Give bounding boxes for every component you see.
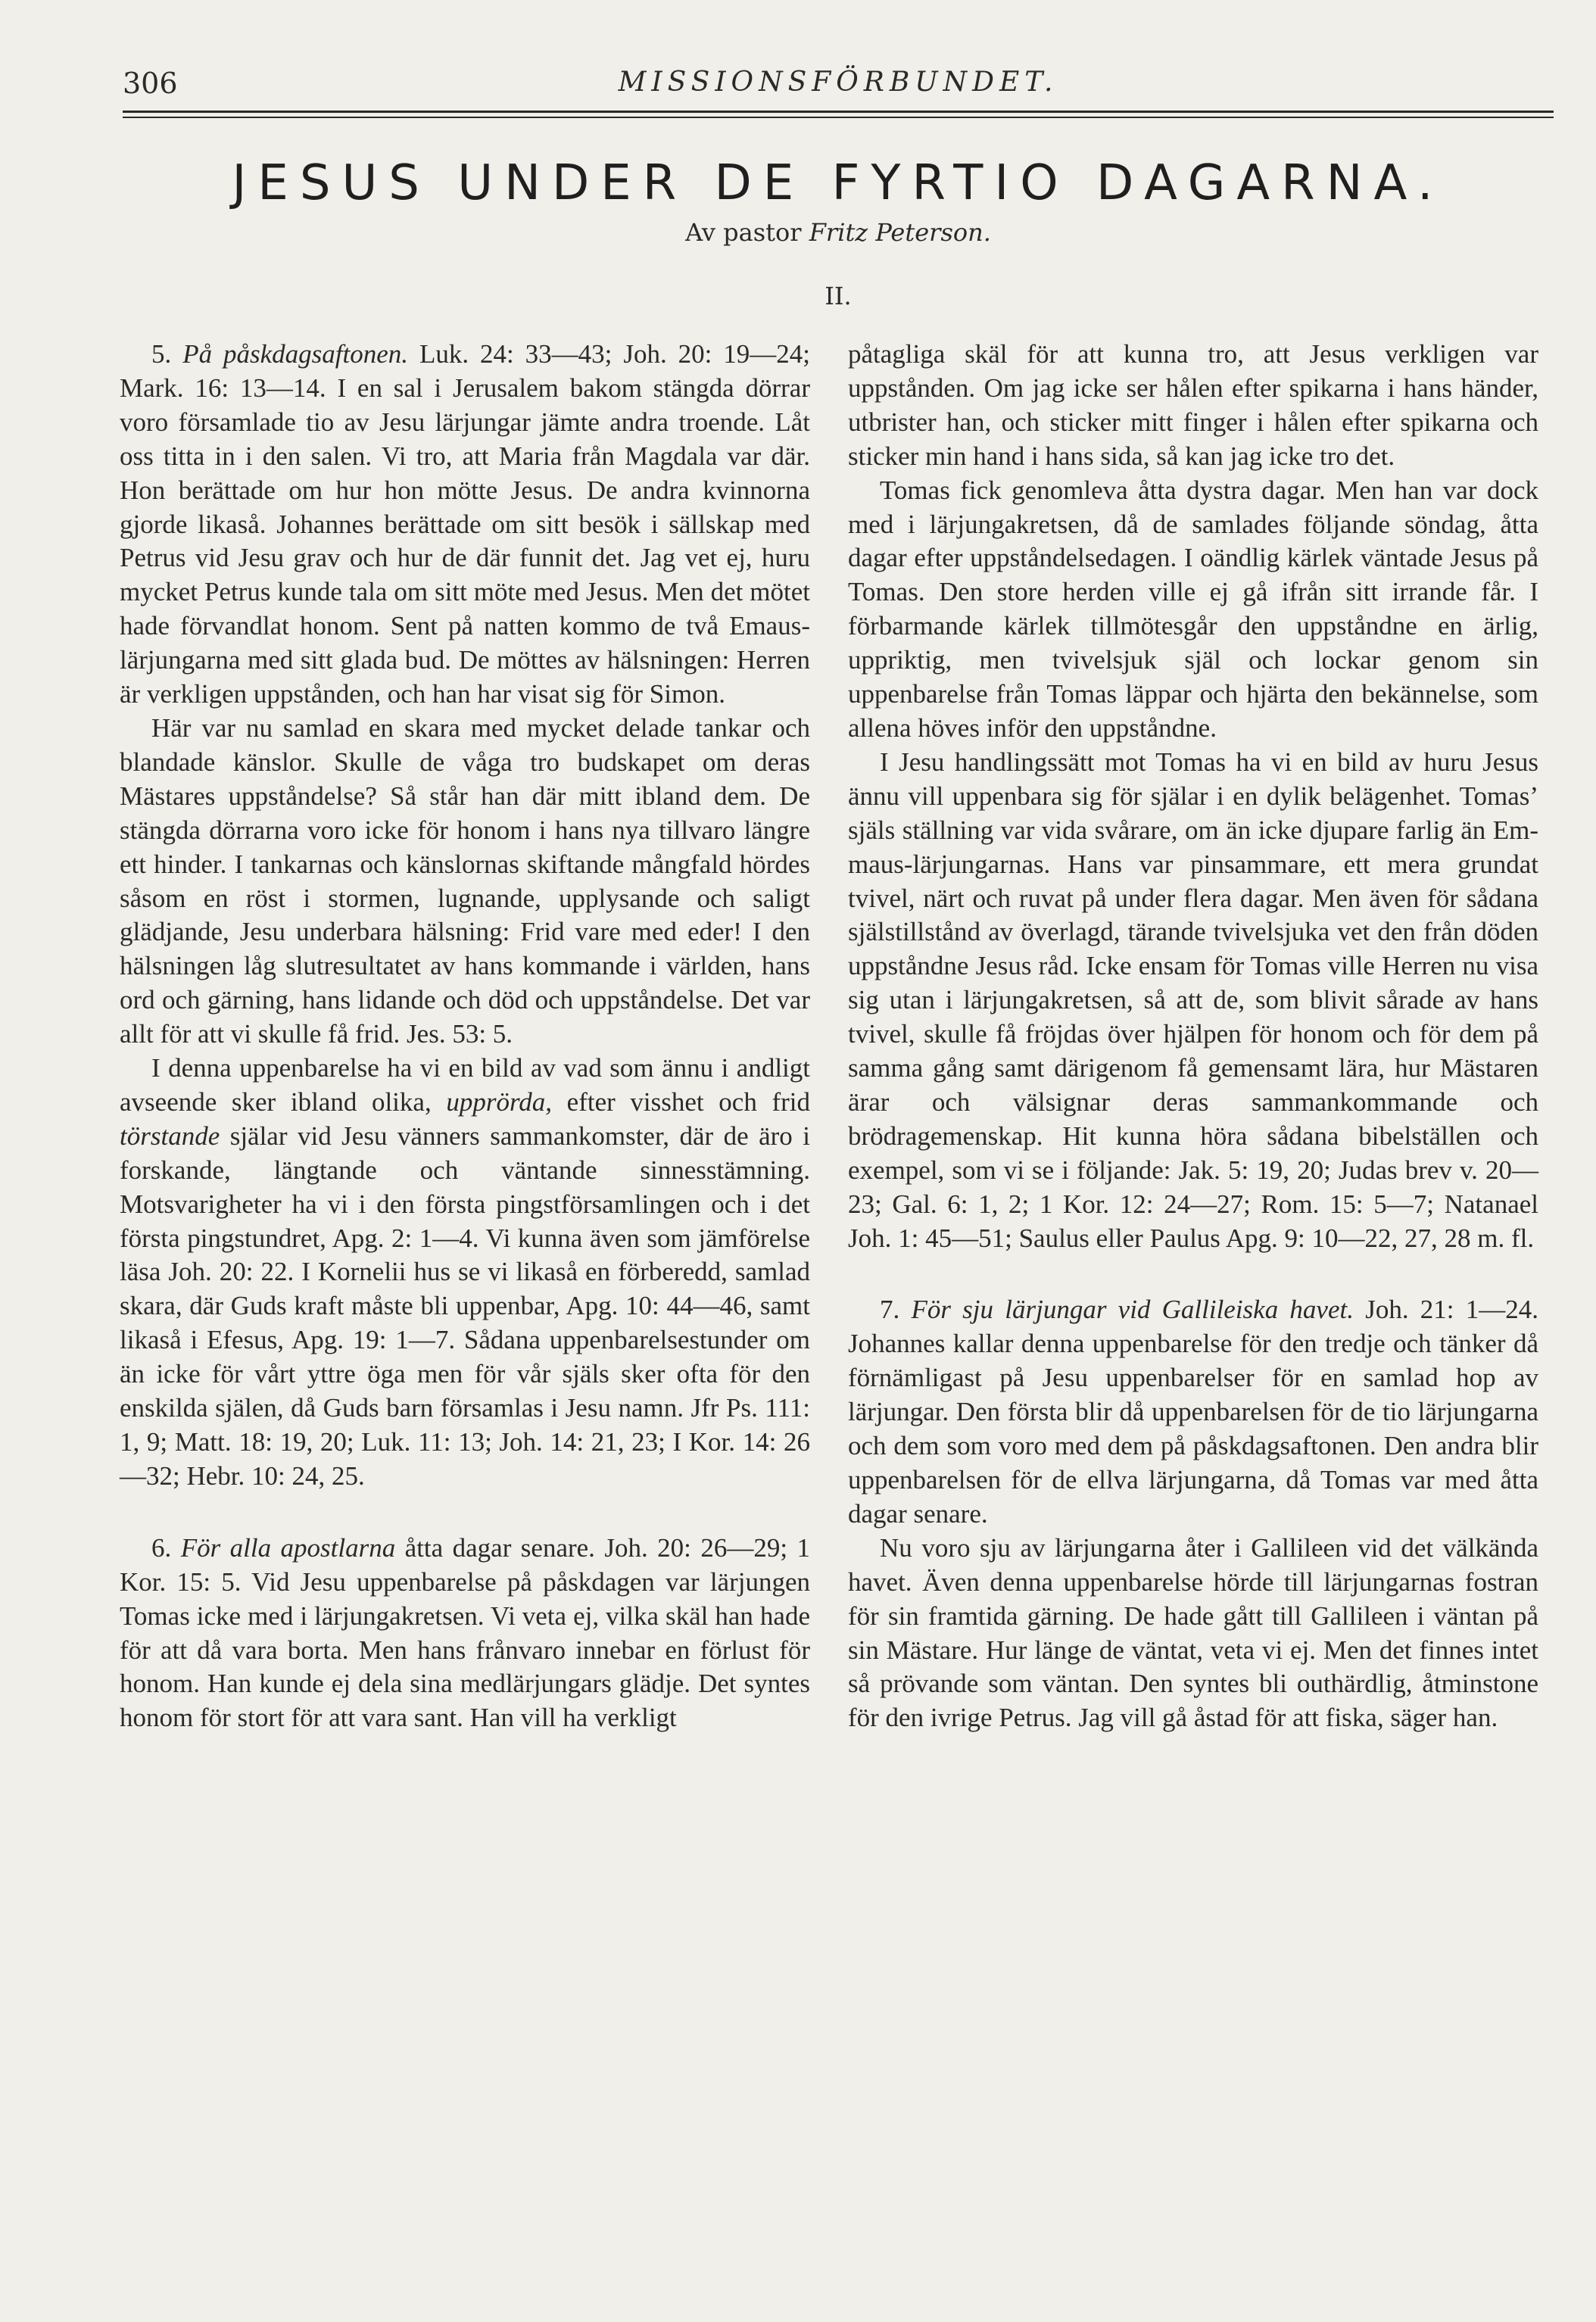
- left-column: [120, 338, 810, 1735]
- article-title: JESUS UNDER DE FYRTIO DAGARNA.: [232, 155, 1445, 211]
- paragraph: Tomas fick genomleva åtta dystra dagar. Men han var dock med i lärjungakretsen, då de samlades följande söndag, åtta dagar efter uppståndelsedagen. I oändlig kärlek väntade Jesus på Tomas. Den store herden ville ej gå ifrån sitt irrande får. I förbarmande kärlek tillmötesgår den uppståndne en ärlig, uppriktig, men tvivelsjuk själ och lockar genom sin uppenbarelse från Tomas läppar och hjärta den bekännelse, som allena höves inför den uppståndne.: [848, 475, 1538, 743]
- paragraph: [848, 1293, 1538, 1531]
- paragraph-text: Joh. 21: 1—24. Johannes kallar denna uppenbarelse för den tredje och tänker då förnämligast på Jesu uppenbarelser för en samlad hop av lärjungar. Den första blir då uppenbarelsen för de tio lärjungarna och dem som voro med dem på påskdagsaftonen. Den andra blir uppenbarelsen för de ellva lärjungarna, då Tomas var med åtta dagar senare.: [848, 1295, 1538, 1529]
- byline-prefix: Av pastor: [685, 218, 809, 247]
- section-number: 7.: [880, 1295, 912, 1325]
- paragraph: [120, 1052, 810, 1494]
- emphasis: upprörda,: [446, 1086, 553, 1117]
- running-head: MISSIONSFÖRBUNDET.: [618, 67, 1058, 98]
- byline: [123, 218, 1554, 247]
- section-number: 5.: [151, 339, 183, 369]
- page-number: 306: [123, 67, 178, 100]
- paragraph: [120, 1532, 810, 1735]
- part-number: II.: [824, 282, 852, 310]
- emphasis: törstande: [120, 1120, 220, 1151]
- paragraph: [120, 338, 810, 712]
- paragraph: Nu voro sju av lärjungarna åter i Gallileen vid det välkända havet. Även denna uppenbarelse hörde till lärjungarnas fostran för sin framtida gärning. De hade gått till Gallileen i väntan på sin Mästare. Hur länge de väntat, veta vi ej. Men det finnes intet så prövande som väntan. Den syntes bli outhärdlig, åtminstone för den ivrige Petrus. Jag vill gå åstad för att fiska, säger han.: [848, 1532, 1538, 1733]
- author-name: Fritz Peterson.: [809, 218, 991, 247]
- section-heading: På påskdagsaftonen.: [182, 339, 409, 369]
- section-heading: För alla apostlarna: [180, 1532, 396, 1563]
- paragraph-text: Luk. 24: 33—43; Joh. 20: 19—24; Mark. 16: 13—14. I en sal i Jerusalem bakom stängda dörrar voro församlade tio av Jesu lärjungar jämte andra troende. Låt oss titta in i den salen. Vi tro, att Maria från Magdala var där. Hon berättade om hur hon mötte Jesus. De andra kvinnorna gjorde likaså. Johannes berättade om sitt besök i sällskap med Petrus vid Jesu grav och hur de där funnit det. Jag vet ej, huru mycket Petrus kunde tala om sitt möte med Jesus. Men det mötet hade förvandlat honom. Sent på natten kommo de två Emaus-lärjungarna med sitt glada bud. De möttes av hälsningen: Herren är verkligen uppstånden, och han har visat sig för Simon.: [120, 339, 811, 709]
- header-rule-thin: [123, 117, 1554, 118]
- paragraph-text: åtta dagar senare. Joh. 20: 26—29; 1 Kor. 15: 5. Vid Jesu uppenbarelse på påskdagen var lärjungen Tomas icke med i lärjungakretsen. Vi veta ej, vilka skäl han hade för att då vara borta. Men hans frånvaro innebar en förlust för honom. Han kunde ej dela sina medlärjungars glädje. Det syntes honom för stort för att vara sant. Han vill ha verkligt: [120, 1532, 811, 1733]
- paragraph-text: själar vid Jesu vänners sammankomster, där de äro i forskande, längtande och väntande sinnesstämning. Motsvarigheter ha vi i den första pingstförsamlingen och i det första pingstundret, Apg. 2: 1—4. Vi kunna även som jämförelse läsa Joh. 20: 22. I Kornelii hus se vi likaså en förberedd, samlad skara, där Guds kraft måste bli uppenbar, Apg. 10: 44—46, samt likaså i Efesus, Apg. 19: 1—7. Sådana uppenbarelsestunder om än icke för vårt yttre öga men för vår själs sker ofta för den enskilda själen, då Guds barn församlas i Jesu namn. Jfr Ps. 111: 1, 9; Matt. 18: 19, 20; Luk. 11: 13; Joh. 14: 21, 23; I Kor. 14: 26—32; Hebr. 10: 24, 25.: [120, 1120, 810, 1491]
- page-header: [123, 67, 1554, 104]
- paragraph-text: I denna uppenbarelse ha vi en bild av vad som ännu i andligt avseende sker ibland olika,: [120, 1053, 810, 1117]
- right-column: [848, 338, 1538, 1735]
- paragraph: påtagliga skäl för att kunna tro, att Jesus verkligen var uppstånden. Om jag icke ser hålen efter spikarna i hans händer, utbrister han, och sticker mitt finger i hålen efter spikarna och sticker min hand i hans sida, så kan jag icke tro det.: [848, 339, 1538, 471]
- paragraph-text: efter visshet och frid: [552, 1086, 810, 1117]
- section-heading: För sju lärjungar vid Gallileiska havet.: [911, 1295, 1354, 1325]
- paragraph: Här var nu samlad en skara med mycket delade tankar och blandade känslor. Skulle de våga tro budskapet om deras Mästares uppståndelse? Så står han där mitt ibland dem. De stängda dörrarna voro icke för honom i hans nya tillvaro längre ett hinder. I tankarnas och känslornas skiftande mångfald hördes såsom en röst i stormen, lugnande, upplysande och saligt glädjande, Jesu underbara hälsning: Frid vare med eder! I den hälsningen låg slutresultatet av hans kommande i världen, hans ord och gärning, hans lidande och död och uppståndelse. Det var allt för att vi skulle få frid. Jes. 53: 5.: [120, 712, 810, 1049]
- paragraph: I Jesu handlingssätt mot Tomas ha vi en bild av huru Jesus ännu vill uppenbara sig för själar i en dylik belägenhet. Tomas’ själs ställning var vida svårare, om än icke djupare farlig än Emmaus-lärjungarnas. Hans var pinsammare, ett mera grundat tvivel, närt och ruvat på under flera dagar. Men även för sådana själstillstånd av överlagd, tärande tvivelsjuka vet den från döden uppståndne Jesus råd. Icke ensam för Tomas ville Herren nu visa sig utan i lärjungakretsen, så att de, som blivit sårade av hans tvivel, skulle få fröjdas över hjälpen för honom och för dem på samma gång samt därigenom få gemensamt lära, hur Mästaren ärar och välsignar deras sammankommande och brödragemenskap. Hit kunna höra sådana bibelställen och exempel, som vi se i följande: Jak. 5: 19, 20; Judas brev v. 20—23; Gal. 6: 1, 2; 1 Kor. 12: 24—27; Rom. 15: 5—7; Natanael Joh. 1: 45—51; Saulus eller Paulus Apg. 9: 10—22, 27, 28 m. fl.: [848, 746, 1538, 1253]
- section-number: 6.: [151, 1532, 181, 1563]
- header-rule: [123, 111, 1554, 113]
